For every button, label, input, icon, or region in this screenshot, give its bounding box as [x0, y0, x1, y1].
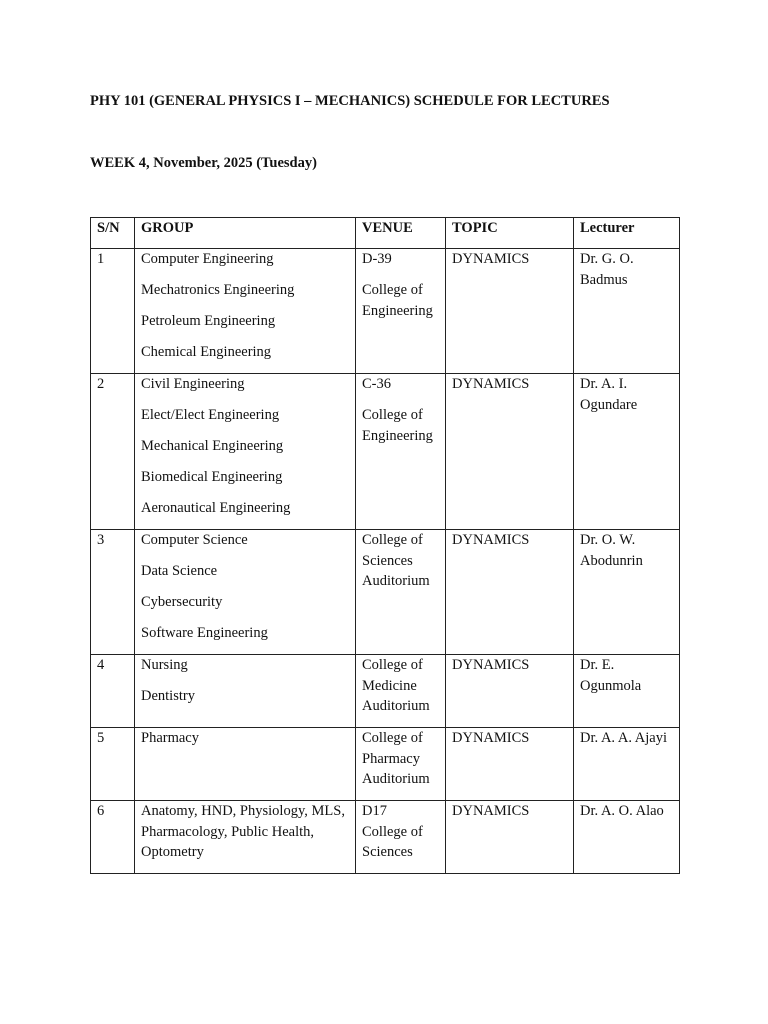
group-item: Software Engineering — [141, 625, 268, 641]
header-lecturer: Lecturer — [574, 218, 680, 249]
table-row — [91, 530, 680, 655]
schedule-table — [90, 217, 680, 874]
cell-sn: 2 — [91, 374, 135, 530]
cell-topic: DYNAMICS — [446, 801, 574, 874]
cell-topic: DYNAMICS — [446, 530, 574, 655]
cell-group — [135, 530, 356, 655]
group-item: Data Science — [141, 563, 218, 579]
header-venue: VENUE — [356, 218, 446, 249]
cell-venue — [356, 728, 446, 801]
cell-lecturer: Dr. G. O. Badmus — [574, 249, 680, 374]
cell-venue — [356, 374, 446, 530]
group-item: Nursing — [141, 657, 188, 673]
table-row — [91, 249, 680, 374]
cell-group — [135, 655, 356, 728]
cell-sn: 3 — [91, 530, 135, 655]
cell-topic: DYNAMICS — [446, 249, 574, 374]
venue-line: College of Pharmacy Auditorium — [362, 730, 430, 787]
venue-line: College of Sciences — [362, 823, 423, 860]
week-heading: WEEK 4, November, 2025 (Tuesday) — [90, 155, 317, 171]
cell-sn: 6 — [91, 801, 135, 874]
group-item: Computer Science — [141, 532, 248, 548]
cell-venue — [356, 655, 446, 728]
group-item: Pharmacy — [141, 730, 199, 746]
cell-venue — [356, 249, 446, 374]
cell-sn: 5 — [91, 728, 135, 801]
cell-topic: DYNAMICS — [446, 655, 574, 728]
cell-group — [135, 374, 356, 530]
cell-group — [135, 728, 356, 801]
group-item: Civil Engineering — [141, 376, 245, 392]
cell-lecturer: Dr. A. A. Ajayi — [574, 728, 680, 801]
venue-line: College of Engineering — [362, 282, 433, 319]
venue-line: D-39 — [362, 251, 392, 267]
venue-line: D17 — [362, 803, 387, 819]
venue-line: C-36 — [362, 376, 391, 392]
group-item: Dentistry — [141, 688, 195, 704]
cell-topic: DYNAMICS — [446, 728, 574, 801]
group-item: Anatomy, HND, Physiology, MLS, Pharmacology, Public Health, Optometry — [141, 803, 345, 860]
group-item: Elect/Elect Engineering — [141, 407, 280, 423]
group-item: Aeronautical Engineering — [141, 500, 291, 516]
table-row — [91, 374, 680, 530]
group-item: Mechanical Engineering — [141, 438, 284, 454]
group-item: Biomedical Engineering — [141, 469, 283, 485]
table-row — [91, 655, 680, 728]
cell-lecturer: Dr. O. W. Abodunrin — [574, 530, 680, 655]
cell-venue — [356, 530, 446, 655]
venue-line: College of Sciences Auditorium — [362, 532, 430, 589]
group-item: Cybersecurity — [141, 594, 223, 610]
cell-lecturer: Dr. E. Ogunmola — [574, 655, 680, 728]
group-item: Computer Engineering — [141, 251, 274, 267]
cell-group — [135, 249, 356, 374]
cell-lecturer: Dr. A. O. Alao — [574, 801, 680, 874]
group-item: Petroleum Engineering — [141, 313, 276, 329]
venue-line: College of Engineering — [362, 407, 433, 444]
cell-sn: 4 — [91, 655, 135, 728]
table-header-row — [91, 218, 680, 249]
group-item: Chemical Engineering — [141, 344, 272, 360]
cell-group — [135, 801, 356, 874]
header-group: GROUP — [135, 218, 356, 249]
cell-sn: 1 — [91, 249, 135, 374]
header-sn: S/N — [91, 218, 135, 249]
header-topic: TOPIC — [446, 218, 574, 249]
cell-lecturer: Dr. A. I. Ogundare — [574, 374, 680, 530]
cell-venue — [356, 801, 446, 874]
group-item: Mechatronics Engineering — [141, 282, 295, 298]
venue-line: College of Medicine Auditorium — [362, 657, 430, 714]
table-row — [91, 728, 680, 801]
cell-topic: DYNAMICS — [446, 374, 574, 530]
table-row — [91, 801, 680, 874]
document-title: PHY 101 (GENERAL PHYSICS I – MECHANICS) SCHEDULE FOR LECTURES — [90, 93, 610, 109]
